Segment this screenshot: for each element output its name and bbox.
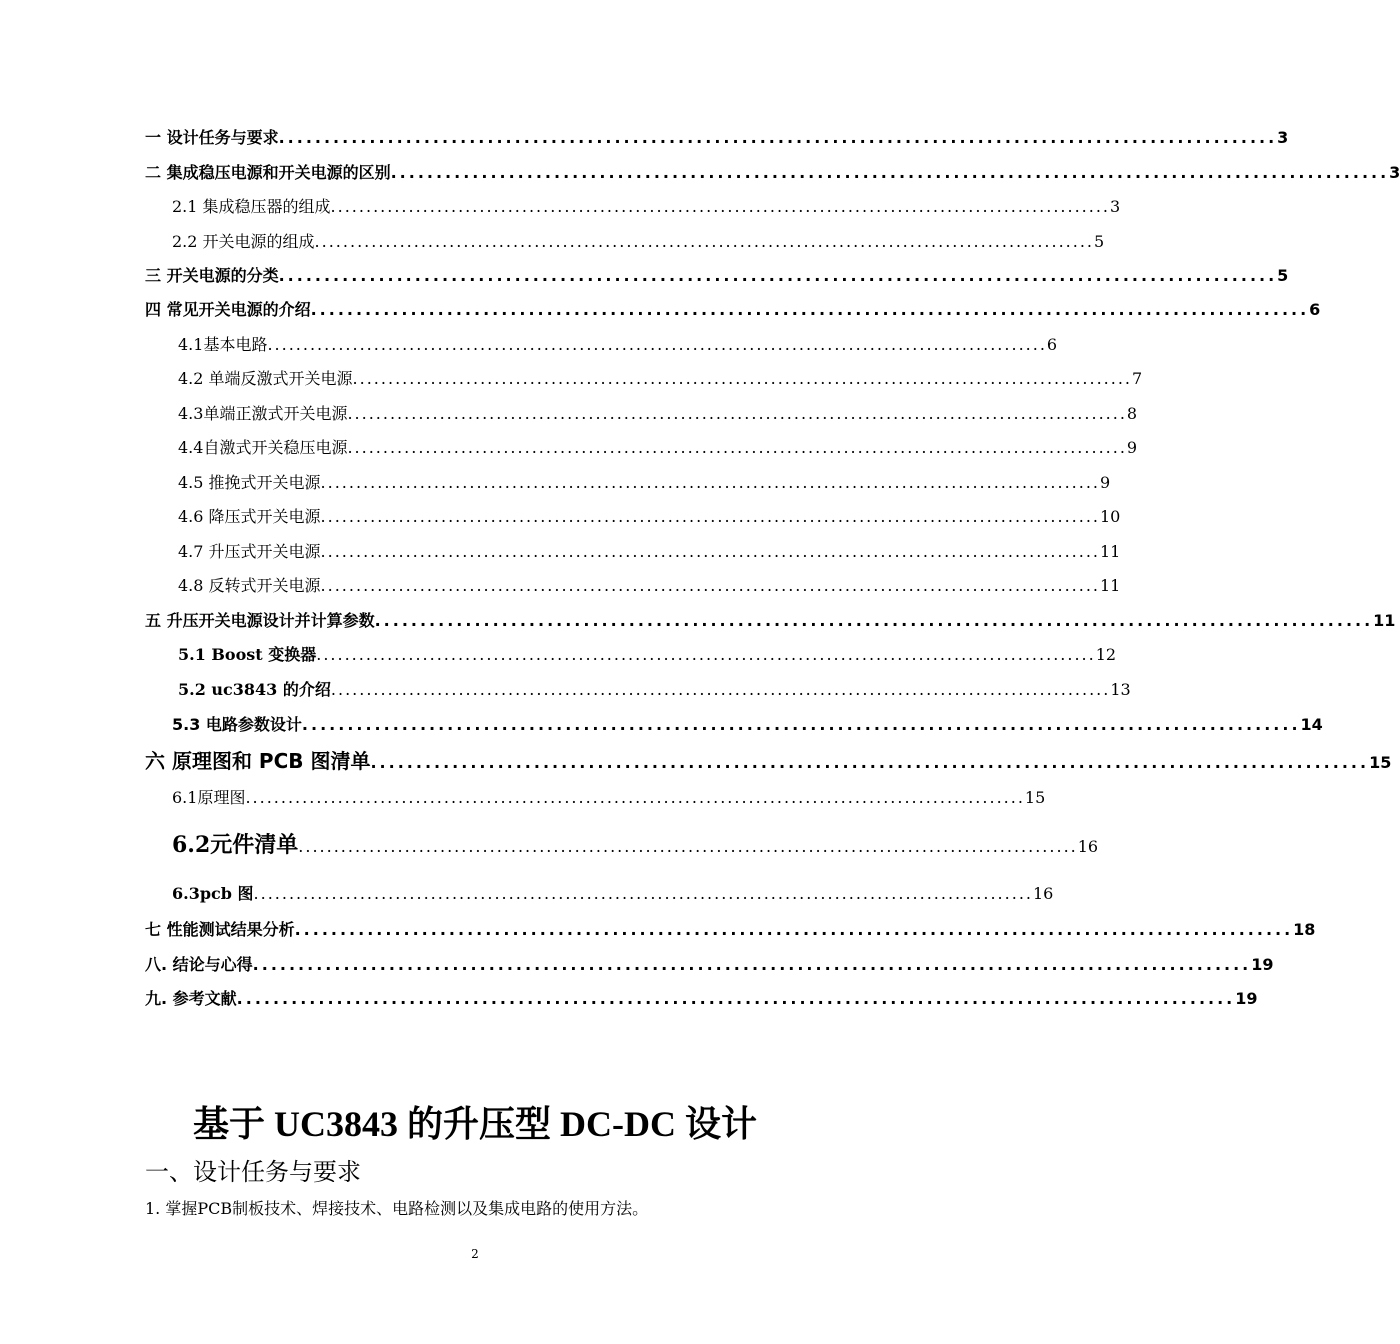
toc-leader: ..............................................................................................................: [316, 645, 1096, 664]
toc-label: 一 设计任务与要求: [145, 128, 279, 147]
toc-page: 11: [1373, 611, 1396, 630]
toc-page: 16: [1032, 884, 1054, 903]
toc-page: 11: [1100, 542, 1121, 561]
toc-leader: ..............................................................................................................: [347, 438, 1127, 457]
toc-label: 4.5 推挽式开关电源: [178, 473, 321, 492]
toc-page: 8: [1126, 404, 1138, 423]
toc-page: 9: [1126, 438, 1138, 457]
toc-entry[interactable]: [178, 677, 1131, 703]
toc-entry[interactable]: [145, 608, 1396, 634]
toc-leader: ..............................................................................................................: [236, 989, 1236, 1008]
toc-label: 6.3pcb 图: [172, 884, 254, 903]
toc-page: 3: [1389, 163, 1400, 182]
toc-label: 八. 结论与心得: [145, 955, 253, 974]
toc-page: 19: [1235, 989, 1258, 1008]
toc-entry[interactable]: [178, 504, 1121, 530]
toc-entry[interactable]: [145, 263, 1289, 289]
toc-entry[interactable]: [178, 332, 1058, 358]
toc-leader: ..............................................................................................................: [278, 266, 1278, 285]
toc-page: 11: [1100, 576, 1121, 595]
toc-page: 19: [1251, 955, 1274, 974]
toc-leader: ..............................................................................................................: [278, 128, 1278, 147]
toc-leader: ..............................................................................................................: [253, 884, 1033, 903]
toc-entry[interactable]: [178, 435, 1138, 461]
toc-entry[interactable]: [172, 828, 1099, 860]
toc-label: 4.2 单端反激式开关电源: [178, 369, 353, 388]
toc-leader: ..............................................................................................................: [374, 611, 1374, 630]
toc-label: 二 集成稳压电源和开关电源的区别: [145, 163, 391, 182]
toc-entry[interactable]: [172, 785, 1046, 811]
toc-entry[interactable]: [178, 401, 1138, 427]
body-paragraph: 1. 掌握PCB制板技术、焊接技术、电路检测以及集成电路的使用方法。: [145, 1199, 649, 1218]
toc-leader: ..............................................................................................................: [314, 232, 1094, 251]
toc-page: 16: [1077, 837, 1099, 856]
toc-entry[interactable]: [145, 952, 1274, 978]
toc-entry[interactable]: [145, 745, 1392, 775]
page-number: 2: [471, 1247, 479, 1261]
section-heading: 一、设计任务与要求: [145, 1158, 361, 1186]
toc-label: 六 原理图和 PCB 图清单: [145, 749, 371, 773]
toc-leader: ..............................................................................................................: [370, 753, 1370, 772]
toc-label: 4.1基本电路: [178, 335, 268, 354]
toc-leader: ..............................................................................................................: [320, 473, 1100, 492]
toc-page: 15: [1024, 788, 1046, 807]
toc-entry[interactable]: [145, 986, 1258, 1012]
toc-label: 2.1 集成稳压器的组成: [172, 197, 331, 216]
toc-leader: ..............................................................................................................: [390, 163, 1390, 182]
toc-entry[interactable]: [145, 917, 1316, 943]
toc-label: 4.4自激式开关稳压电源: [178, 438, 348, 457]
toc-leader: ..............................................................................................................: [330, 680, 1111, 699]
toc-leader: ..............................................................................................................: [320, 507, 1100, 526]
toc-label: 5.2 uc3843 的介绍: [178, 680, 331, 699]
toc-leader: ..............................................................................................................: [330, 197, 1110, 216]
toc-leader: ..............................................................................................................: [347, 404, 1127, 423]
toc-entry[interactable]: [178, 642, 1117, 668]
toc-entry[interactable]: [172, 881, 1054, 907]
toc-label: 九. 参考文献: [145, 989, 237, 1008]
toc-leader: ..............................................................................................................: [310, 300, 1310, 319]
document-title: 基于 UC3843 的升压型 DC-DC 设计: [193, 1104, 757, 1144]
toc-label: 6.2元件清单: [172, 832, 299, 858]
toc-leader: ..............................................................................................................: [301, 715, 1301, 734]
toc-leader: ..............................................................................................................: [245, 788, 1025, 807]
toc-entry[interactable]: [145, 297, 1321, 323]
toc-label: 4.8 反转式开关电源: [178, 576, 321, 595]
toc-label: 三 开关电源的分类: [145, 266, 279, 285]
toc-label: 2.2 开关电源的组成: [172, 232, 315, 251]
toc-entry[interactable]: [178, 470, 1111, 496]
toc-label: 4.3单端正激式开关电源: [178, 404, 348, 423]
toc-page: 6: [1046, 335, 1058, 354]
toc-label: 五 升压开关电源设计并计算参数: [145, 611, 375, 630]
toc-leader: ..............................................................................................................: [267, 335, 1047, 354]
toc-page: 15: [1369, 753, 1392, 772]
toc-page: 18: [1293, 920, 1316, 939]
toc-page: 9: [1100, 473, 1111, 492]
toc-leader: ..............................................................................................................: [252, 955, 1252, 974]
toc-page: 5: [1277, 266, 1289, 285]
toc-page: 13: [1110, 680, 1131, 699]
toc-entry[interactable]: [178, 539, 1121, 565]
toc-page: 10: [1100, 507, 1121, 526]
toc-entry[interactable]: [145, 125, 1289, 151]
toc-page: 14: [1300, 715, 1323, 734]
toc-entry[interactable]: [172, 712, 1323, 738]
toc-label: 七 性能测试结果分析: [145, 920, 295, 939]
toc-page: 6: [1309, 300, 1321, 319]
toc-label: 5.3 电路参数设计: [172, 715, 302, 734]
toc-leader: ..............................................................................................................: [352, 369, 1132, 388]
toc-label: 4.7 升压式开关电源: [178, 542, 321, 561]
toc-entry[interactable]: [172, 229, 1105, 255]
toc-leader: ..............................................................................................................: [320, 576, 1100, 595]
toc-label: 5.1 Boost 变换器: [178, 645, 317, 664]
toc-entry[interactable]: [178, 573, 1121, 599]
toc-entry[interactable]: [172, 194, 1121, 220]
toc-page: 7: [1132, 369, 1143, 388]
toc-page: 3: [1277, 128, 1289, 147]
toc-label: 四 常见开关电源的介绍: [145, 300, 311, 319]
toc-entry[interactable]: [178, 366, 1143, 392]
toc-leader: ..............................................................................................................: [320, 542, 1100, 561]
toc-label: 6.1原理图: [172, 788, 246, 807]
toc-leader: ..............................................................................................................: [298, 837, 1078, 856]
toc-entry[interactable]: [145, 160, 1400, 186]
toc-page: 12: [1095, 645, 1117, 664]
toc-page: 3: [1110, 197, 1121, 216]
toc-page: 5: [1094, 232, 1105, 251]
toc-label: 4.6 降压式开关电源: [178, 507, 321, 526]
toc-leader: ..............................................................................................................: [294, 920, 1294, 939]
